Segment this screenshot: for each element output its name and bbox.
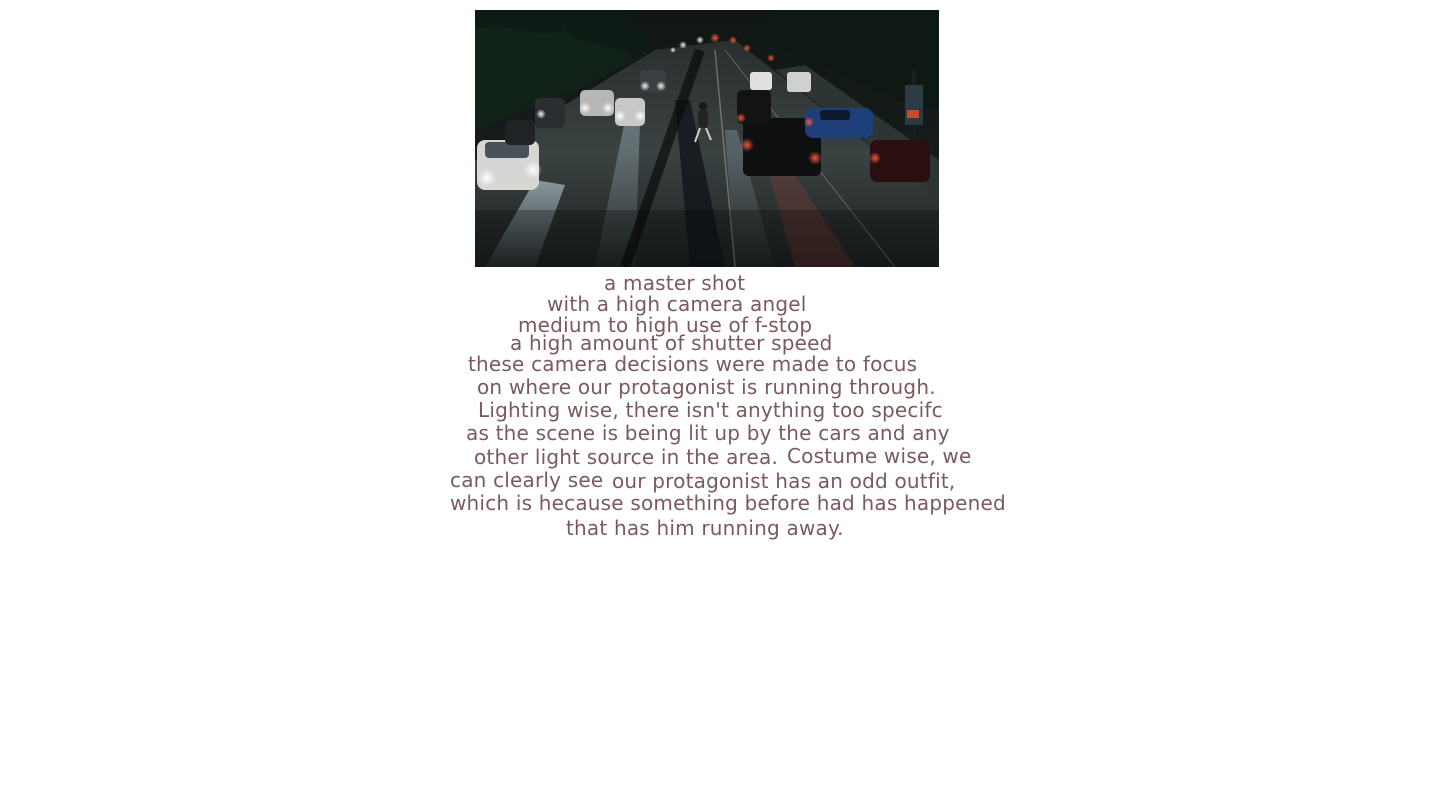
caption-line-5: these camera decisions were made to focus xyxy=(468,352,918,376)
caption-line-4: a high amount of shutter speed xyxy=(510,331,833,355)
caption-line-10: Costume wise, we xyxy=(787,444,972,468)
caption-line-13: which is hecause something before had has happened xyxy=(450,491,1006,515)
caption-line-14: that has him running away. xyxy=(566,516,844,540)
caption-line-12: our protagonist has an odd outfit, xyxy=(612,469,956,493)
caption-line-11: can clearly see xyxy=(450,468,604,492)
night-street-photo xyxy=(475,10,939,267)
caption-line-9: other light source in the area. xyxy=(474,445,779,469)
caption-line-3: medium to high use of f-stop xyxy=(518,313,813,337)
caption-line-2: with a high camera angel xyxy=(547,292,807,316)
caption-line-1: a master shot xyxy=(604,271,746,295)
caption-line-7: Lighting wise, there isn't anything too specifc xyxy=(478,398,943,422)
caption-line-8: as the scene is being lit up by the cars and any xyxy=(466,421,950,445)
caption-line-6: on where our protagonist is running through. xyxy=(477,375,936,399)
